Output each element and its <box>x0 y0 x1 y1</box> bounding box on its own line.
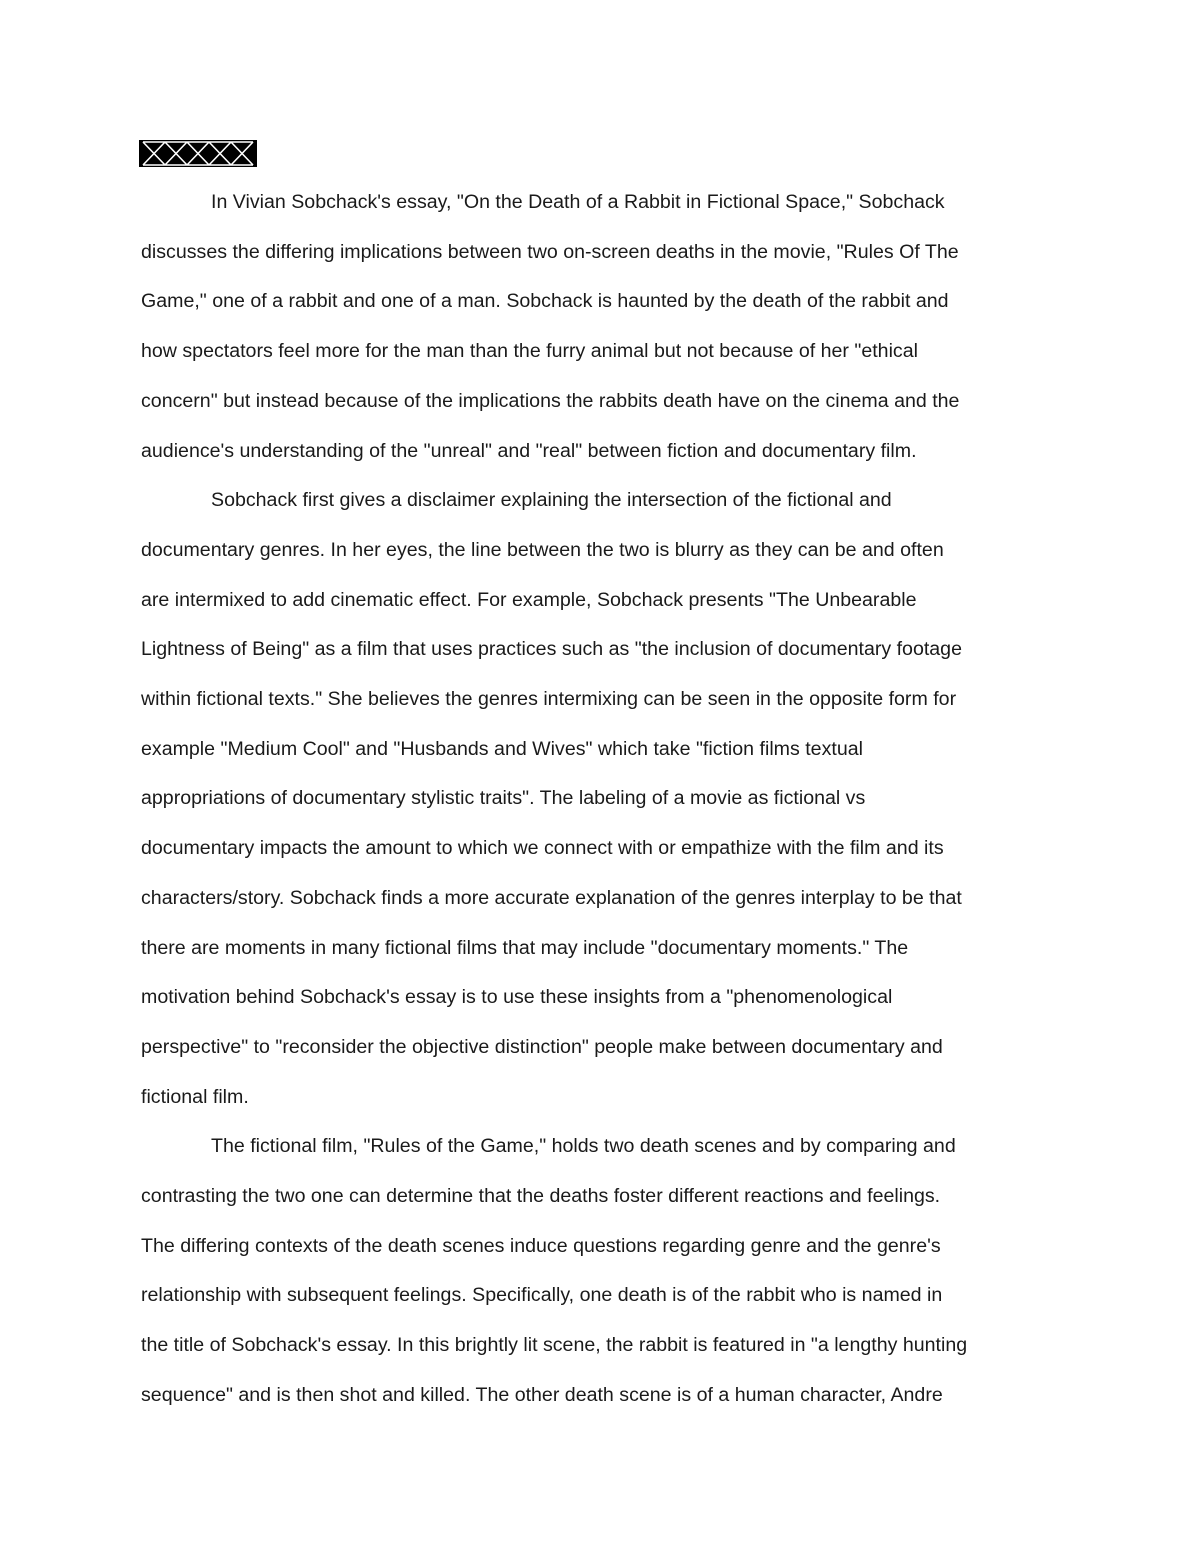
paragraph-2: Sobchack first gives a disclaimer explaining the intersection of the fictional and documentary genres. In her eyes, the line between the two is blurry as they can be and often are intermixed to add cinematic effect. For example, Sobchack presents "The Unbearable Lightness of Being" as a film that uses practices such as "the inclusion of documentary footage within fictional texts." She believes the genres intermixing can be seen in the opposite form for example "Medium Cool" and "Husbands and Wives" which take "fiction films textual appropriations of documentary stylistic traits". The labeling of a movie as fictional vs documentary impacts the amount to which we connect with or empathize with the film and its characters/story. Sobchack finds a more accurate explanation of the genres interplay to be that there are moments in many fictional films that may include "documentary moments." The motivation behind Sobchack's essay is to use these insights from a "phenomenological perspective" to "reconsider the objective distinction" people make between documentary and fictional film. <box>141 489 962 1108</box>
paragraph-3: The fictional film, "Rules of the Game," holds two death scenes and by comparing and contrasting the two one can determine that the deaths foster different reactions and feelings. The differing contexts of the death scenes induce questions regarding genre and the genre's relationship with subsequent feelings. Specifically, one death is of the rabbit who is named in the title of Sobchack's essay. In this brightly lit scene, the rabbit is featured in "a lengthy hunting sequence" and is then shot and killed. The other death scene is of a human character, Andre <box>141 1135 968 1406</box>
essay-body <box>141 178 1061 1421</box>
paragraph-1: In Vivian Sobchack's essay, "On the Death of a Rabbit in Fictional Space," Sobchack discusses the differing implications between two on-screen deaths in the movie, "Rules Of The Game," one of a rabbit and one of a man. Sobchack is haunted by the death of the rabbit and how spectators feel more for the man than the furry animal but not because of her "ethical concern" but instead because of the implications the rabbits death have on the cinema and the audience's understanding of the "unreal" and "real" between fiction and documentary film. <box>141 191 960 462</box>
crosshatch-redaction-icon <box>139 140 257 167</box>
redacted-header-block <box>139 140 257 167</box>
